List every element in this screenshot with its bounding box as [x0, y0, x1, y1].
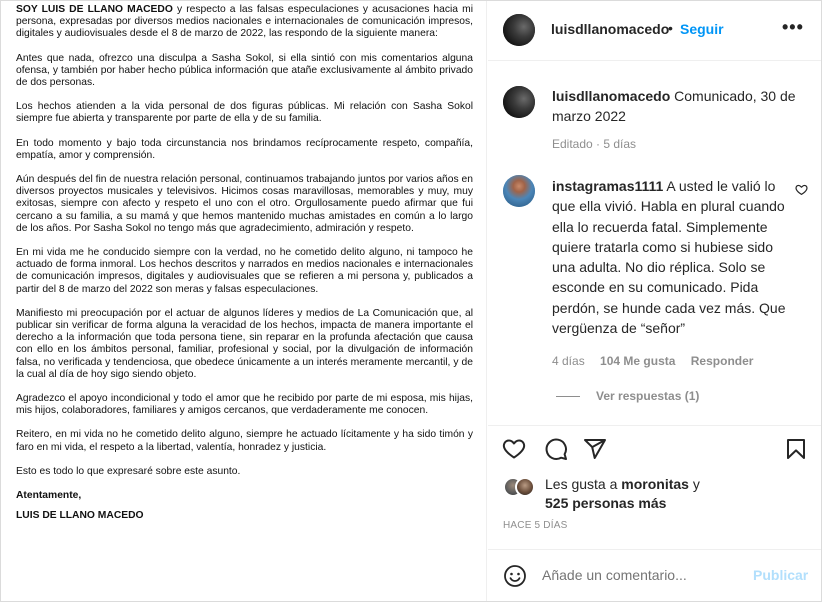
letter-paragraph-2: Antes que nada, ofrezco una disculpa a Sasha Sokol, si ella sintió con mis comentarios alguna ofensa, y también por haber hecho pública información que atañe exclusivamente al ámbito privado de dos personas.	[16, 52, 473, 89]
caption-avatar[interactable]	[503, 86, 535, 118]
reply-button[interactable]: Responder	[690, 354, 754, 368]
caption-text: Comunicado, 30 de marzo 2022	[552, 88, 796, 124]
letter-paragraph-1	[16, 4, 473, 41]
author-username[interactable]: luisdllanomacedo	[551, 21, 670, 37]
letter-paragraph-10: Esto es todo lo que expresaré sobre este asunto.	[16, 465, 241, 477]
letter-intro-text: y respecto a las falsas especulaciones y acusaciones hacia mi persona, expresadas por diversos medios nacionales e internacionales de comunicación impresos, digitales y audiovisuales desde el 8 de marzo de 2022, las respondo de la siguiente manera:	[16, 4, 473, 40]
comment-age: 4 días	[552, 354, 585, 368]
post-image-letter	[1, 1, 487, 601]
letter-closing: Atentamente,	[16, 490, 82, 502]
letter-paragraph-5: Aún después del fin de nuestra relación personal, continuamos trabajando juntos por varios años en diversos proyectos musicales y televisivos. Hicimos cosas maravillosas, memorables y muy, muy exitosas, siempre con afecto y respeto el uno con el otro. Orgullosamente puedo afirmar que fui cercano a su familia, a su mamá y que hemos mantenido muchas amistades en común a lo largo de los años. Por Sasha Sokol no tengo más que agradecimiento, admiración y respeto.	[16, 174, 473, 234]
letter-paragraph-3: Los hechos atienden a la vida personal de dos figuras públicas. Mi relación con Sasha Sokol siempre fue abierta y transparente por parte de ella y de su familia.	[16, 101, 473, 125]
caption	[552, 86, 802, 126]
author-avatar[interactable]	[503, 14, 535, 46]
action-bar	[488, 425, 821, 471]
add-comment-bar	[488, 549, 821, 601]
letter-paragraph-4: En todo momento y bajo toda circunstancia nos brindamos recíprocamente respeto, compañía, empatía, amor y comprensión.	[16, 137, 473, 161]
comment-input[interactable]	[542, 567, 742, 583]
liker-avatar[interactable]	[515, 477, 535, 497]
post-side-panel	[488, 1, 821, 601]
post-header	[488, 1, 821, 61]
likes-middle: y	[688, 476, 700, 492]
letter-author-name: SOY LUIS DE LLANO MACEDO	[16, 4, 173, 15]
heart-small-icon[interactable]	[795, 183, 808, 196]
comment-icon[interactable]	[544, 437, 568, 461]
caption-meta: Editado · 5 días	[552, 137, 637, 151]
post-comment-button[interactable]: Publicar	[753, 567, 809, 583]
bookmark-icon[interactable]	[784, 437, 808, 461]
commenter-avatar[interactable]	[503, 175, 535, 207]
more-icon[interactable]: •••	[782, 17, 804, 37]
follow-button[interactable]: Seguir	[680, 21, 724, 37]
emoji-icon[interactable]	[503, 564, 527, 593]
letter-paragraph-6: En mi vida me he conducido siempre con la verdad, no he cometido delito alguno, ni tampoco he actuado de forma inmoral. Los hechos descritos y narrados en medios nacionales e internacionales de comunicación impresos, digitales y audiovisuales que se refieren a mi persona y, publicados a partir del 8 de marzo del 2022 son meras y falsas especulaciones.	[16, 247, 473, 295]
replies-divider	[556, 396, 580, 397]
letter-paragraph-9: Reitero, en mi vida no he cometido delito alguno, siempre he actuado lícitamente y ha sido timón y faro en mi vida, el respeto a la libertad, valentía, honradez y justicia.	[16, 429, 473, 453]
comment-meta	[552, 354, 765, 368]
comment-text: A usted le valió lo que ella vivió. Habla en plural cuando ella lo recuerda fatal. Simplemente quiere tratarla como si hubiese sido una adulta. No dio réplica. Solo se esconde en su comunicado. Pida perdón, se hunde cada vez más. Que vergüenza de “señor”	[552, 178, 786, 337]
heart-icon[interactable]	[502, 437, 526, 461]
view-replies-button[interactable]: Ver respuestas (1)	[596, 389, 700, 403]
comment-likes[interactable]: 104 Me gusta	[600, 354, 676, 368]
likes-prefix: Les gusta a	[545, 476, 622, 492]
header-separator: •	[668, 20, 673, 36]
share-icon[interactable]	[583, 437, 607, 461]
likes-text[interactable]	[545, 475, 745, 513]
post-timestamp: HACE 5 DÍAS	[503, 520, 568, 531]
comments-section[interactable]	[488, 62, 821, 424]
letter-paragraph-8: Agradezco el apoyo incondicional y todo el amor que he recibido por parte de mi esposa, mis hijas, mis hijos, colaboradores, familiares y amigos cercanos, que verdaderamente me conocen.	[16, 393, 473, 417]
comment-username[interactable]: instagramas1111	[552, 178, 664, 194]
likes-others[interactable]: 525 personas más	[545, 495, 667, 511]
letter-signature: LUIS DE LLANO MACEDO	[16, 510, 144, 522]
letter-paragraph-7: Manifiesto mi preocupación por el actuar de algunos líderes y medios de La Comunicación que, al publicar sin verificar de forma alguna la veracidad de los hechos, impacta de manera importante el derecho a la información que toda persona tiene, sin reparar en la profunda afectación que causa con ello en los ámbitos personal, familiar, profesional y social, por la divulgación de información falsa, no verificada y tendenciosa, que obedece únicamente a un interés meramente mercantil, y de la cual al día de hoy sigo siendo objeto.	[16, 307, 473, 380]
liker-username[interactable]: moronitas	[621, 476, 689, 492]
comment	[552, 176, 792, 338]
likes-summary	[488, 471, 821, 511]
caption-username[interactable]: luisdllanomacedo	[552, 88, 671, 104]
